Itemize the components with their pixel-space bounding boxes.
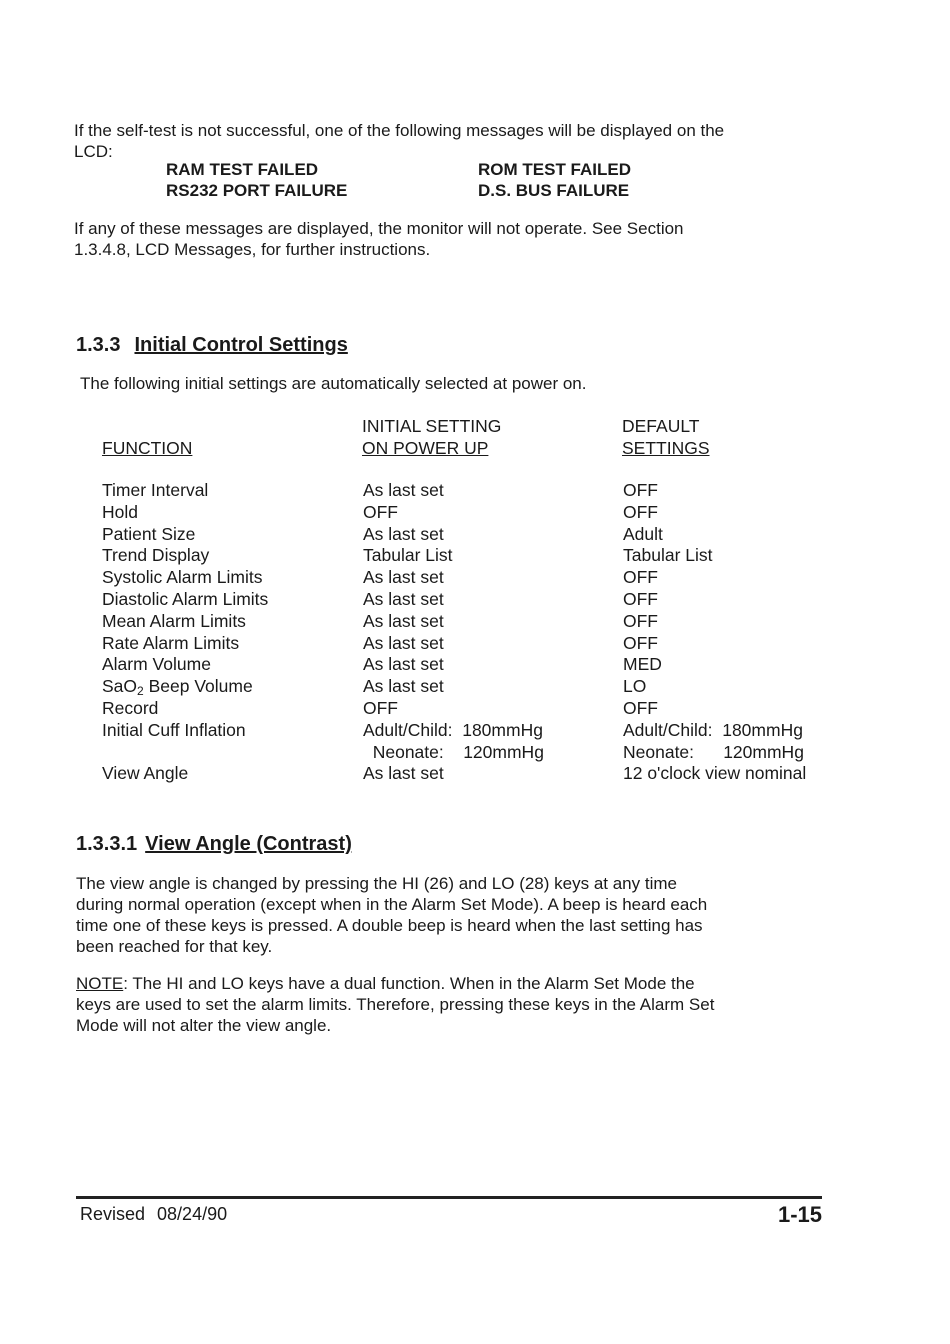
warning-line-1: If any of these messages are displayed, the monitor will not operate. See Section — [74, 219, 684, 238]
function-cell: Alarm Volume — [102, 654, 211, 675]
subsection-number: 1.3.3.1 — [76, 833, 138, 855]
function-cell: Record — [102, 697, 159, 718]
function-cell — [102, 742, 268, 764]
initial-cell: As last set — [363, 588, 444, 609]
page-number: 1-15 — [777, 1202, 822, 1227]
initial-cell: OFF — [363, 501, 398, 522]
self-test-line-1: If the self-test is not successful, one of the following messages will be displayed on the — [74, 121, 725, 140]
default-cell: 12 o'clock view nominal — [623, 763, 807, 784]
initial-cell: Neonate: 120mmHg — [363, 741, 544, 762]
rs232-port-failure-message: RS232 PORT FAILURE — [166, 181, 348, 200]
function-cell: Systolic Alarm Limits — [102, 567, 263, 588]
initial-setting-header-line-1: INITIAL SETTING — [362, 416, 502, 436]
function-cell: Timer Interval — [102, 480, 209, 500]
default-cell: LO — [623, 676, 647, 697]
initial-setting-header-line-2: ON POWER UP — [362, 438, 489, 458]
default-cell: MED — [623, 654, 662, 675]
self-test-paragraph — [74, 120, 834, 162]
initial-cell: As last set — [363, 632, 444, 653]
initial-cell: Tabular List — [363, 545, 453, 566]
default-cell: OFF — [623, 588, 658, 609]
note-paragraph — [76, 973, 836, 1036]
initial-setting-column — [363, 480, 544, 785]
default-cell: OFF — [623, 567, 658, 588]
function-column — [102, 480, 268, 785]
warning-paragraph — [74, 218, 834, 260]
default-settings-column — [623, 480, 806, 785]
view-angle-line: been reached for that key. — [76, 937, 273, 956]
default-cell: OFF — [623, 632, 658, 653]
note-line: Mode will not alter the view angle. — [76, 1016, 332, 1035]
note-label: NOTE — [76, 974, 124, 993]
function-cell: Patient Size — [102, 523, 196, 544]
sao2-label: SaO$_2$ Beep Volume — [102, 676, 253, 699]
self-test-line-2: LCD: — [74, 142, 113, 161]
function-cell: Initial Cuff Inflation — [102, 719, 246, 740]
revision-info — [80, 1204, 227, 1225]
revised-label: Revised — [80, 1204, 146, 1224]
initial-cell: As last set — [363, 610, 444, 631]
default-cell: Adult/Child: 180mmHg — [623, 719, 803, 740]
warning-line-2: 1.3.4.8, LCD Messages, for further instructions. — [74, 240, 431, 259]
note-text: : The HI and LO keys have a dual function. When in the Alarm Set Mode the — [123, 974, 695, 993]
function-cell: Hold — [102, 501, 138, 522]
view-angle-line: time one of these keys is pressed. A double beep is heard when the last setting has — [76, 916, 703, 935]
section-number: 1.3.3 — [76, 334, 121, 356]
initial-cell: As last set — [363, 480, 444, 500]
ram-test-failed-message: RAM TEST FAILED — [166, 160, 319, 179]
note-line: keys are used to set the alarm limits. Therefore, pressing these keys in the Alarm Set — [76, 995, 715, 1014]
subsection-title: View Angle (Contrast) — [145, 833, 352, 855]
function-header: FUNCTION — [102, 438, 193, 458]
function-cell: Rate Alarm Limits — [102, 632, 240, 653]
footer-divider — [76, 1196, 822, 1199]
initial-cell: As last set — [363, 567, 444, 588]
view-angle-line: during normal operation (except when in the Alarm Set Mode). A beep is heard each — [76, 895, 708, 914]
default-cell: OFF — [623, 480, 658, 500]
function-cell: Diastolic Alarm Limits — [102, 588, 269, 609]
default-cell: Neonate: 120mmHg — [623, 741, 804, 762]
default-cell: Tabular List — [623, 545, 713, 566]
subsection-heading — [76, 833, 352, 856]
initial-cell: OFF — [363, 697, 398, 718]
function-cell: Mean Alarm Limits — [102, 610, 246, 631]
default-cell: OFF — [623, 501, 658, 522]
ds-bus-failure-message: D.S. BUS FAILURE — [478, 181, 630, 200]
view-angle-paragraph — [76, 873, 836, 957]
default-cell: Adult — [623, 523, 663, 544]
default-settings-header-line-2: SETTINGS — [622, 438, 710, 458]
note-line-1 — [76, 973, 836, 994]
default-settings-header-line-1: DEFAULT — [622, 416, 700, 436]
function-cell-sao2 — [102, 676, 268, 698]
initial-cell: As last set — [363, 763, 444, 784]
rom-test-failed-message: ROM TEST FAILED — [478, 160, 631, 179]
subscript-two: 2 — [137, 684, 144, 699]
section-heading — [76, 334, 348, 357]
initial-cell: As last set — [363, 676, 444, 697]
revision-date: 08/24/90 — [157, 1204, 228, 1224]
view-angle-line: The view angle is changed by pressing the HI (26) and LO (28) keys at any time — [76, 874, 677, 893]
initial-cell: Adult/Child: 180mmHg — [363, 719, 543, 740]
initial-cell: As last set — [363, 654, 444, 675]
default-cell: OFF — [623, 697, 658, 718]
default-cell: OFF — [623, 610, 658, 631]
section-intro: The following initial settings are automatically selected at power on. — [80, 374, 587, 393]
function-cell: View Angle — [102, 763, 189, 784]
function-cell: Trend Display — [102, 545, 210, 566]
initial-cell: As last set — [363, 523, 444, 544]
section-title: Initial Control Settings — [134, 334, 348, 356]
